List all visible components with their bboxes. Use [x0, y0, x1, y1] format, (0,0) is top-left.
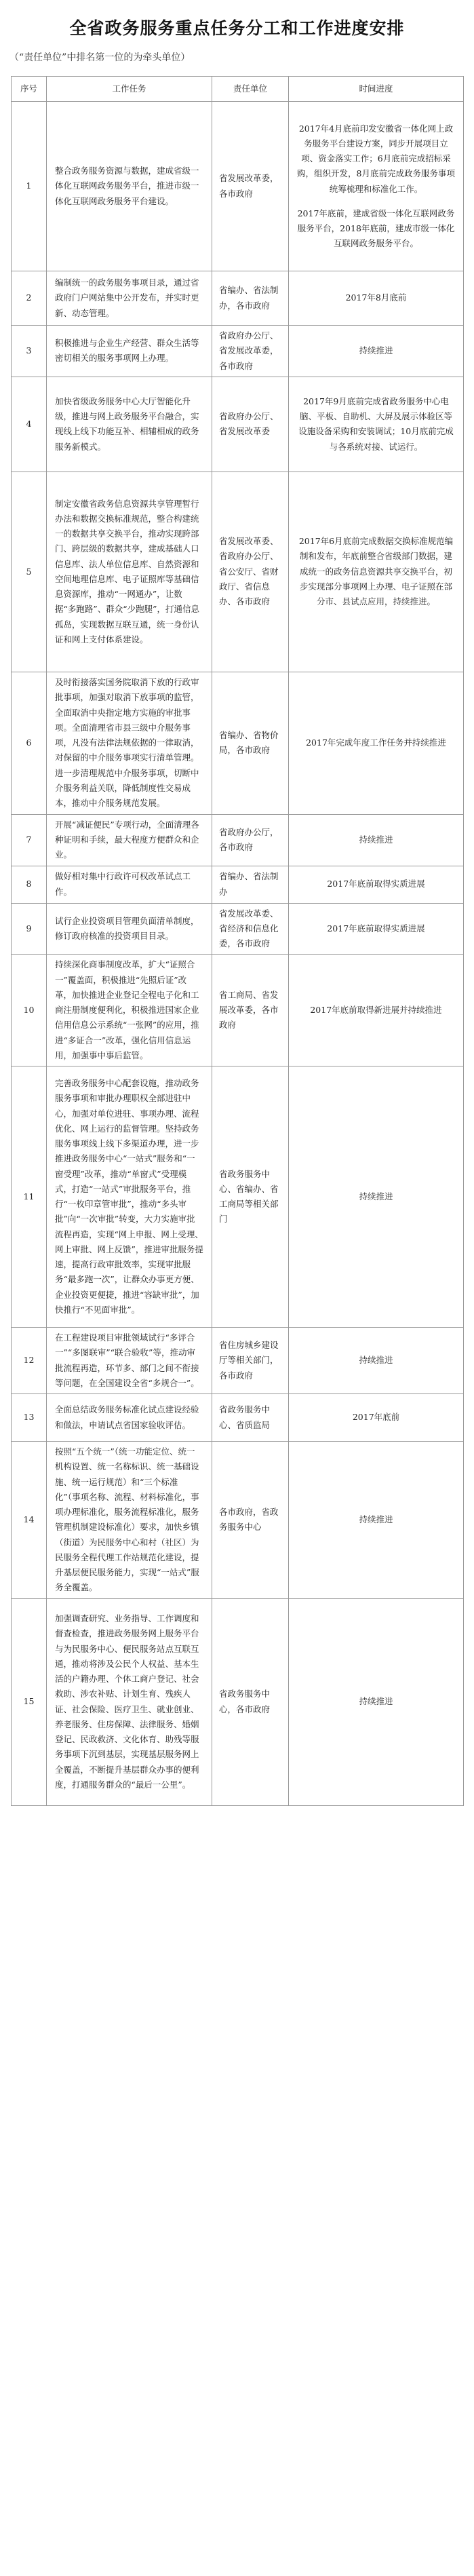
- header-progress: 时间进度: [289, 77, 464, 102]
- row-number: 15: [12, 1598, 47, 1805]
- task-cell: 全面总结政务服务标准化试点建设经验和做法，申请试点省国家验收评估。: [47, 1394, 212, 1442]
- task-cell: 完善政务服务中心配套设施，推动政务服务事项和审批办理职权全部进驻中心，加强对单位进驻、事项办理、流程优化、网上运行的监督管理。坚持政务服务事项线上线下多渠道办理，进一步推进政务服务中心“一站式”服务和“一窗受理”改革，推动“单窗式”受理模式，打造“一站式”审批服务平台，推行“一枚印章管审批”，推动“多头审批”向“一次审批”转变，大力实施审批流程再造，实现“网上申报、网上受理、网上审批、网上反馈”，推进审批服务提速，提高行政审批效率，实现审批服务“最多跑一次”，让群众办事更方便、企业投资更便捷，推进“容缺审批”，加快推行“不见面审批”。: [47, 1066, 212, 1328]
- unit-cell: 省政府办公厅、省发展改革委，各市政府: [212, 326, 289, 377]
- unit-cell: 省编办、省物价局，各市政府: [212, 672, 289, 814]
- unit-cell: 省政务服务中心、省质监局: [212, 1394, 289, 1442]
- unit-cell: 省政府办公厅，各市政府: [212, 814, 289, 866]
- document-subtitle: （“责任单位”中排名第一位的为牵头单位）: [9, 52, 191, 63]
- table-row: [12, 326, 464, 377]
- progress-text: 持续推进: [359, 1696, 393, 1707]
- table-row: [12, 672, 464, 814]
- progress-text: 持续推进: [359, 834, 393, 845]
- progress-cell: [289, 814, 464, 866]
- row-number: 3: [12, 326, 47, 377]
- progress-text: 2017年6月底前完成数据交换标准规范编制和发布，年底前整合省级部门数据，建成统一的政务信息资源共享交换平台，初步实现部分事项网上办理、电子证照在部分市、县试点应用，持续推进。: [298, 536, 454, 607]
- row-number: 10: [12, 955, 47, 1066]
- task-cell: 制定安徽省政务信息资源共享管理暂行办法和数据交换标准规范，整合构建统一的数据共享交换平台，推动实现跨部门、跨层级的数据共享，建成基础人口信息库、法人单位信息库、自然资源和空间地理信息库、电子证照库等基础信息资源库，推动“一网通办”，让数据“多跑路”、群众“少跑腿”，打通信息孤岛，实现数据互联互通，统一身份认证和网上支付体系建设。: [47, 472, 212, 672]
- row-number: 8: [12, 866, 47, 903]
- progress-text: 2017年底前取得新进展并持续推进: [310, 1005, 442, 1015]
- unit-cell: 省发展改革委，各市政府: [212, 102, 289, 271]
- row-number: 13: [12, 1394, 47, 1442]
- progress-cell: [289, 866, 464, 903]
- unit-cell: 省编办、省法制办: [212, 866, 289, 903]
- progress-cell: [289, 472, 464, 672]
- row-number: 7: [12, 814, 47, 866]
- table-row: [12, 102, 464, 271]
- row-number: 2: [12, 271, 47, 326]
- unit-cell: 省政务服务中心，各市政府: [212, 1598, 289, 1805]
- row-number: 11: [12, 1066, 47, 1328]
- unit-cell: 省编办、省法制办，各市政府: [212, 271, 289, 326]
- task-cell: 加快省级政务服务中心大厅智能化升级，推进与网上政务服务平台融合，实现线上线下功能互补、相辅相成的政务服务新模式。: [47, 377, 212, 472]
- row-number: 6: [12, 672, 47, 814]
- document-title: 全省政务服务重点任务分工和工作进度安排: [69, 18, 405, 38]
- progress-text: 2017年9月底前完成省政务服务中心电脑、平板、自助机、大屏及展示体验区等设施设备采购和安装调试；10月底前完成与各系统对接、试运行。: [298, 396, 454, 452]
- task-table: [11, 76, 464, 1806]
- task-cell: 及时衔接落实国务院取消下放的行政审批事项，加强对取消下放事项的监管，全面取消中央指定地方实施的审批事项。全面清理省市县三级中介服务事项，凡没有法律法规依据的一律取消，对保留的中介服务事项实行清单管理。进一步清理规范中介服务事项，切断中介服务利益关联，降低制度性交易成本，推动中介服务规范发展。: [47, 672, 212, 814]
- header-unit: 责任单位: [212, 77, 289, 102]
- table-row: [12, 472, 464, 672]
- header-task: 工作任务: [47, 77, 212, 102]
- row-number: 9: [12, 903, 47, 955]
- progress-text: 2017年底前取得实质进展: [327, 923, 425, 934]
- progress-cell: [289, 1598, 464, 1805]
- table-header-row: [12, 77, 464, 102]
- progress-cell: [289, 672, 464, 814]
- task-cell: 积极推进与企业生产经营、群众生活等密切相关的服务事项网上办理。: [47, 326, 212, 377]
- task-cell: 试行企业投资项目管理负面清单制度，修订政府核准的投资项目目录。: [47, 903, 212, 955]
- unit-cell: 省工商局、省发展改革委，各市政府: [212, 955, 289, 1066]
- row-number: 1: [12, 102, 47, 271]
- progress-cell: [289, 1394, 464, 1442]
- task-cell: 按照“五个统一”（统一功能定位、统一机构设置、统一名称标识、统一基础设施、统一运行规范）和“三个标准化”（事项名称、流程、材料标准化，事项办理标准化，服务流程标准化，服务管理机制建设标准化）要求，加快乡镇（街道）为民服务中心和村（社区）为民服务全程代理工作站规范化建设，提升基层便民服务能力，实现“一站式”服务全覆盖。: [47, 1442, 212, 1599]
- row-number: 5: [12, 472, 47, 672]
- task-cell: 整合政务服务资源与数据，建成省级一体化互联网政务服务平台，推进市级一体化互联网政务服务平台建设。: [47, 102, 212, 271]
- row-number: 14: [12, 1442, 47, 1599]
- unit-cell: 省住房城乡建设厅等相关部门，各市政府: [212, 1328, 289, 1394]
- unit-cell: 省发展改革委、省政府办公厅、省公安厅、省财政厅、省信息办、各市政府: [212, 472, 289, 672]
- progress-cell: [289, 102, 464, 271]
- row-number: 12: [12, 1328, 47, 1394]
- progress-text: 2017年底前，建成省级一体化互联网政务服务平台，2018年底前，建成市级一体化互联网政务服务平台。: [297, 208, 455, 249]
- progress-text: 持续推进: [359, 1355, 393, 1366]
- progress-text: 持续推进: [359, 1514, 393, 1525]
- table-row: [12, 903, 464, 955]
- progress-cell: [289, 903, 464, 955]
- progress-text: 2017年完成年度工作任务并持续推进: [306, 737, 446, 748]
- unit-cell: 各市政府，省政务服务中心: [212, 1442, 289, 1599]
- task-cell: 在工程建设项目审批领域试行“多评合一”“多图联审”“联合验收”等，推动审批流程再造，环节多、部门之间不衔接等问题，在全国建设全省“多规合一”。: [47, 1328, 212, 1394]
- progress-text: 持续推进: [359, 1191, 393, 1202]
- table-row: [12, 1442, 464, 1599]
- progress-cell: [289, 271, 464, 326]
- progress-cell: [289, 377, 464, 472]
- progress-text: 2017年底前: [352, 1412, 400, 1423]
- unit-cell: 省发展改革委、省经济和信息化委，各市政府: [212, 903, 289, 955]
- progress-text: 2017年8月底前: [345, 292, 407, 303]
- progress-cell: [289, 955, 464, 1066]
- unit-cell: 省政府办公厅、省发展改革委: [212, 377, 289, 472]
- task-cell: 做好相对集中行政许可权改革试点工作。: [47, 866, 212, 903]
- table-row: [12, 1066, 464, 1328]
- table-row: [12, 1394, 464, 1442]
- progress-cell: [289, 1328, 464, 1394]
- task-cell: 开展“减证便民”专项行动，全面清理各种证明和手续，最大程度方便群众和企业。: [47, 814, 212, 866]
- table-row: [12, 955, 464, 1066]
- task-cell: 加强调查研究、业务指导、工作调度和督查检查，推进政务服务网上服务平台与为民服务中心、便民服务站点互联互通，推动将涉及公民个人权益、基本生活的户籍办理、个体工商户登记、社会救助、涉农补贴、计划生育、残疾人证、社会保险、医疗卫生、就业创业、养老服务、住房保障、法律服务、婚姻登记、民政救济、文化体育、助残等服务事项下沉到基层，实现基层服务网上全覆盖，不断提升基层群众办事的便利度，打通服务群众的“最后一公里”。: [47, 1598, 212, 1805]
- table-row: [12, 1328, 464, 1394]
- progress-text: 2017年4月底前印发安徽省一体化网上政务服务平台建设方案，同步开展项目立项、资金落实工作；6月底前完成招标采购，组织开发，8月底前完成政务服务事项统筹梳理和标准化工作。: [297, 123, 455, 194]
- progress-cell: [289, 326, 464, 377]
- task-cell: 编制统一的政务服务事项目录，通过省政府门户网站集中公开发布，并实时更新、动态管理。: [47, 271, 212, 326]
- unit-cell: 省政务服务中心、省编办、省工商局等相关部门: [212, 1066, 289, 1328]
- progress-cell: [289, 1066, 464, 1328]
- table-row: [12, 814, 464, 866]
- header-num: 序号: [12, 77, 47, 102]
- progress-text: 2017年底前取得实质进展: [327, 879, 425, 889]
- progress-cell: [289, 1442, 464, 1599]
- table-row: [12, 1598, 464, 1805]
- task-cell: 持续深化商事制度改革，扩大“证照合一”覆盖面，积极推进“先照后证”改革，加快推进企业登记全程电子化和工商注册制度便利化，积极推进国家企业信用信息公示系统“一张网”的应用，推进“多证合一”改革，强化信用信息运用，加强事中事后监管。: [47, 955, 212, 1066]
- table-row: [12, 271, 464, 326]
- table-row: [12, 377, 464, 472]
- table-row: [12, 866, 464, 903]
- row-number: 4: [12, 377, 47, 472]
- progress-text: 持续推进: [359, 345, 393, 356]
